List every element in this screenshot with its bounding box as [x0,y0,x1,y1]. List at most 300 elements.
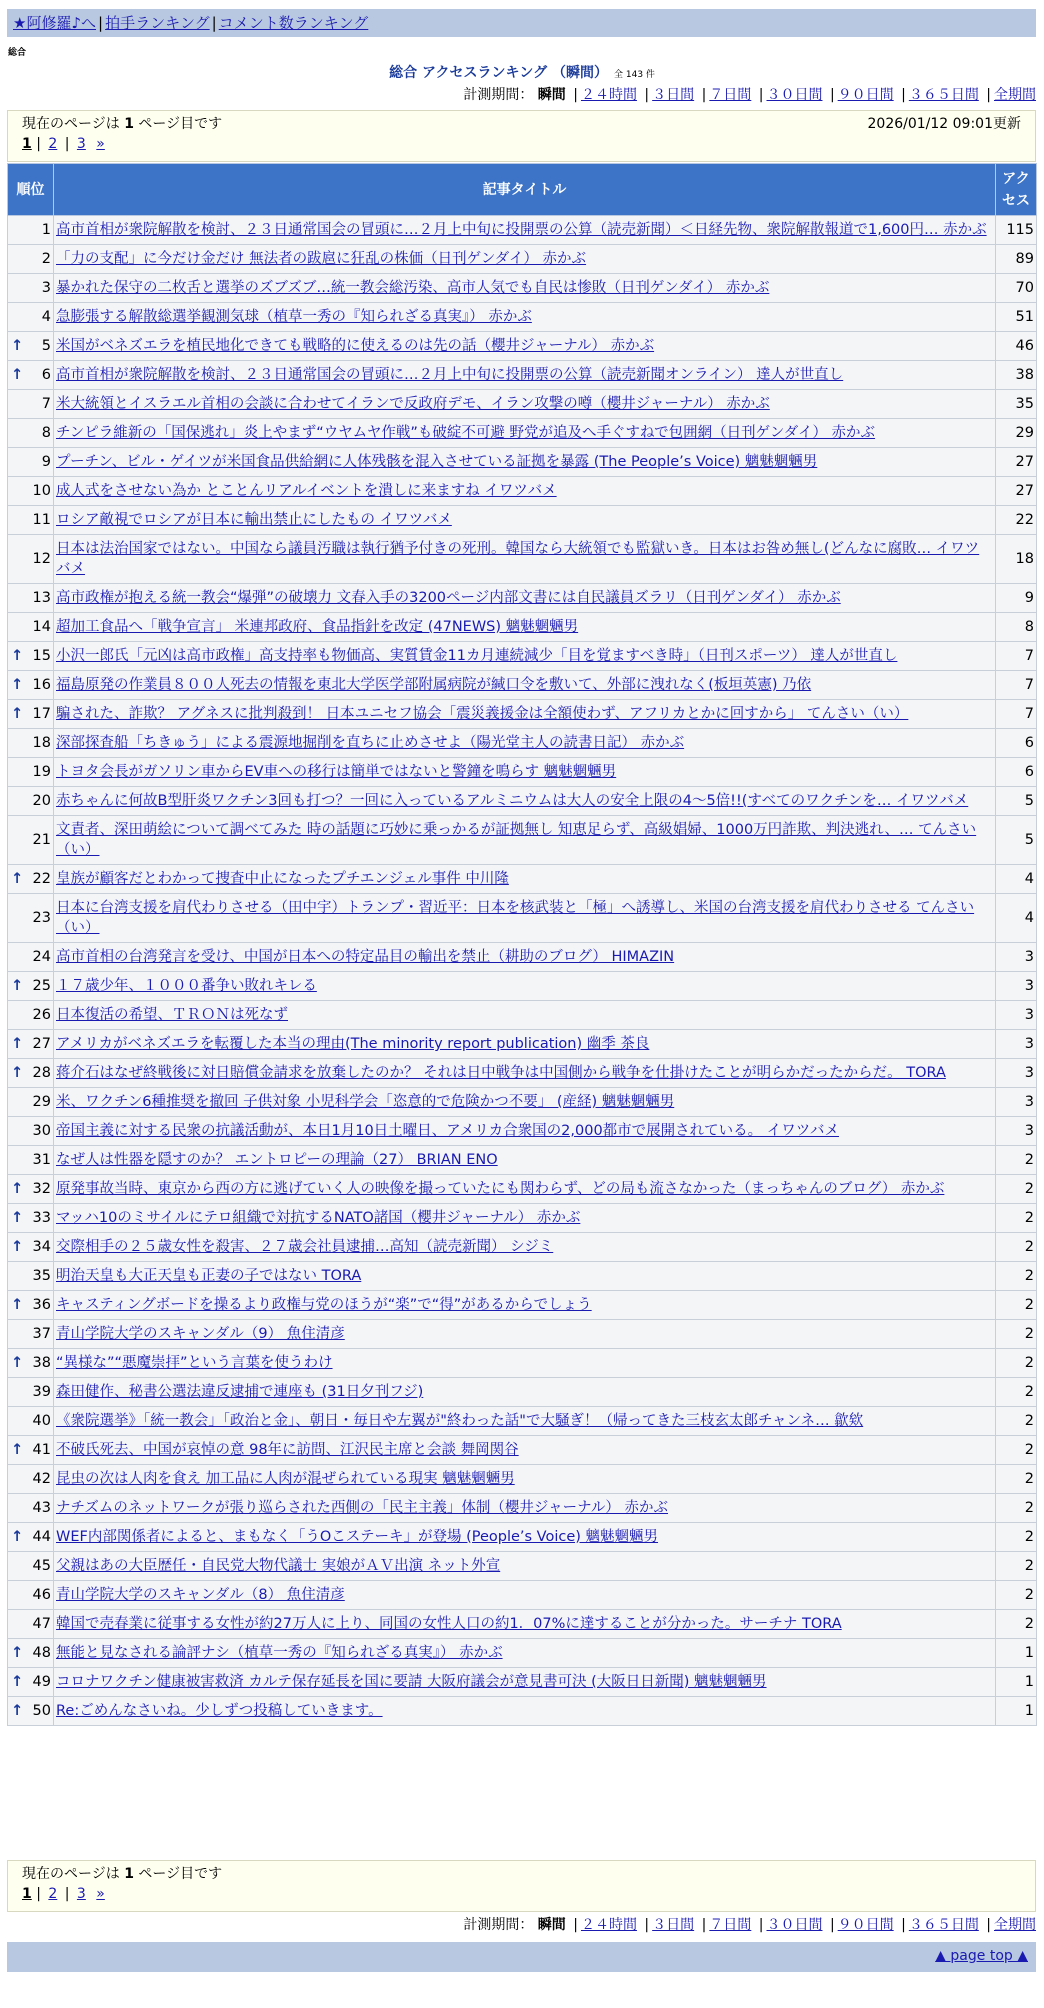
access-count: 2 [996,1175,1037,1204]
table-row [8,1494,1037,1523]
article-title-link[interactable]: 成人式をさせない為か とことんリアルイベントを潰しに来ますね イワツバメ [56,483,557,499]
table-row [8,1320,1037,1349]
rank-cell [8,1030,54,1059]
title-cell [54,865,996,894]
access-count: 22 [996,506,1037,535]
table-row [8,1581,1037,1610]
access-count: 46 [996,332,1037,361]
article-title-link[interactable]: 高市政権が抱える統一教会“爆弾”の破壊力 文春入手の3200ページ内部文書には自民議員ズラリ（日刊ゲンダイ） 赤かぶ [56,590,841,606]
table-row [8,972,1037,1001]
rank-cell [8,972,54,1001]
title-cell [54,1552,996,1581]
rank-cell [8,1059,54,1088]
title-cell [54,1378,996,1407]
ranking-title: 総合 アクセスランキング （瞬間） [389,65,608,81]
article-title-link[interactable]: 《衆院選挙》「統一教会」「政治と金」、朝日・毎日や左翼が"終わった話"で大騒ぎ！（帰ってきた三枝玄太郎チャンネ… 歙欸 [56,1413,864,1429]
access-count: 7 [996,642,1037,671]
access-count: 2 [996,1581,1037,1610]
rank-cell [8,1320,54,1349]
access-count: 1 [996,1639,1037,1668]
title-cell [54,1494,996,1523]
table-row [8,1117,1037,1146]
access-count: 18 [996,535,1037,584]
title-cell [54,1030,996,1059]
rank-number: 20 [32,793,51,809]
title-cell [54,816,996,865]
rank-number: 37 [32,1326,51,1342]
article-title-link[interactable]: 原発事故当時、東京から西の方に逃げていく人の映像を撮っていたにも関わらず、どの局も流さなかった（まっちゃんのブログ） 赤かぶ [56,1181,945,1197]
article-title-link[interactable]: 日本は法治国家ではない。中国なら議員汚職は執行猶予付きの死刑。韓国なら大統領でも監獄いき。日本はお咎め無し(どんなに腐敗… イワツバメ [56,541,980,577]
access-count: 70 [996,274,1037,303]
ranking-table [7,163,1037,1726]
access-count: 5 [996,787,1037,816]
access-count: 4 [996,894,1037,943]
title-cell [54,1639,996,1668]
rank-number: 25 [32,978,51,994]
title-cell [54,642,996,671]
table-row [8,1610,1037,1639]
access-count: 2 [996,1378,1037,1407]
article-title-link[interactable]: 交際相手の２５歳女性を殺害、２７歳会社員逮捕…高知（読売新聞） シジミ [56,1239,554,1255]
pagination-link-3[interactable]: 3 [76,1886,86,1902]
rank-cell [8,865,54,894]
rank-number: 36 [32,1297,51,1313]
period-current: 瞬間 [537,1917,566,1933]
table-row [8,1668,1037,1697]
rank-cell [8,390,54,419]
article-title-link[interactable]: 急膨張する解散総選挙観測気球（植草一秀の『知られざる真実』） 赤かぶ [56,309,532,325]
rank-number: 17 [32,706,51,722]
rank-cell [8,1233,54,1262]
table-row [8,729,1037,758]
rank-number: 26 [32,1007,51,1023]
title-cell [54,1668,996,1697]
period-label: 計測期間： [463,87,534,103]
header-rank: 順位 [8,164,54,216]
access-count: 35 [996,390,1037,419]
title-cell [54,1436,996,1465]
pagination-next[interactable]: » [96,1886,105,1902]
rank-number: 18 [32,735,51,751]
table-row [8,787,1037,816]
rank-number: 12 [32,551,51,567]
title-cell [54,1291,996,1320]
nav-link-clap-ranking[interactable]: 拍手ランキング [105,14,210,32]
title-cell [54,584,996,613]
period-link-24h[interactable]: ２４時間 [580,87,637,103]
title-cell [54,1697,996,1726]
up-arrow-icon: ↑ [11,706,24,722]
rank-cell [8,1668,54,1697]
pagination-next[interactable]: » [96,136,105,152]
title-cell [54,1581,996,1610]
table-row [8,419,1037,448]
table-row [8,303,1037,332]
up-arrow-icon: ↑ [11,871,24,887]
period-link-7d[interactable]: ７日間 [709,1917,752,1933]
access-count: 3 [996,1117,1037,1146]
rank-cell [8,274,54,303]
top-nav-bar [7,9,1036,37]
pagination-link-3[interactable]: 3 [76,136,86,152]
rank-number: 22 [32,871,51,887]
rank-cell [8,245,54,274]
article-title-link[interactable]: 韓国で売春業に従事する女性が約27万人に上り、同国の女性人口の約1．07%に達することが分かった。サーチナ TORA [56,1616,842,1632]
rank-cell [8,1378,54,1407]
pagination-bottom: 1 | 2 | 3 » [22,1886,105,1902]
ranking-title-area [0,64,1044,84]
article-title-link[interactable]: 帝国主義に対する民衆の抗議活動が、本日1月10日土曜日、アメリカ合衆国の2,000都市で展開されている。 イワツバメ [56,1123,839,1139]
period-selector-bottom: 計測期間： 瞬間 | ２４時間 | ３日間 | ７日間 | ３０日間 | ９０日間 | ３６５日間 | 全期間 [463,1917,1036,1933]
title-cell [54,1407,996,1436]
table-row [8,1204,1037,1233]
table-row [8,1552,1037,1581]
title-cell [54,1262,996,1291]
nav-link-comment-ranking[interactable]: コメント数ランキング [218,14,369,32]
title-cell [54,1523,996,1552]
table-row [8,1407,1037,1436]
table-row [8,894,1037,943]
title-cell [54,216,996,245]
up-arrow-icon: ↑ [11,1181,24,1197]
table-row [8,1233,1037,1262]
section-label: 総合 [8,48,27,58]
table-row [8,1262,1037,1291]
rank-number: 46 [32,1587,51,1603]
access-count: 38 [996,361,1037,390]
access-count: 3 [996,1088,1037,1117]
article-title-link[interactable]: 「力の支配」に今だけ金だけ 無法者の跋扈に狂乱の株価（日刊ゲンダイ） 赤かぶ [56,251,587,267]
rank-number: 30 [32,1123,51,1139]
table-row [8,1523,1037,1552]
period-link-30d[interactable]: ３０日間 [766,87,823,103]
up-arrow-icon: ↑ [11,338,24,354]
rank-number: 1 [41,222,51,238]
access-count: 7 [996,671,1037,700]
rank-cell [8,1349,54,1378]
title-cell [54,1088,996,1117]
title-cell [54,419,996,448]
table-row [8,535,1037,584]
table-row [8,506,1037,535]
article-title-link[interactable]: 日本に台湾支援を肩代わりさせる（田中宇）トランプ・習近平：日本を核武装と「極」へ誘導し、米国の台湾支援を肩代わりさせる てんさい（い） [56,900,975,936]
up-arrow-icon: ↑ [11,367,24,383]
access-count: 1 [996,1697,1037,1726]
access-count: 4 [996,865,1037,894]
article-title-link[interactable]: WEF内部関係者によると、まもなく「うOこステーキ」が登場 (People’s Voice) 魑魅魍魎男 [56,1529,659,1545]
table-row [8,1378,1037,1407]
access-count: 2 [996,1494,1037,1523]
access-count: 2 [996,1349,1037,1378]
up-arrow-icon: ↑ [11,1442,24,1458]
title-cell [54,477,996,506]
rank-cell [8,1610,54,1639]
period-link-90d[interactable]: ９０日間 [837,87,894,103]
table-row [8,943,1037,972]
access-count: 89 [996,245,1037,274]
table-row [8,448,1037,477]
rank-number: 40 [32,1413,51,1429]
rank-number: 42 [32,1471,51,1487]
period-label: 計測期間： [463,1917,534,1933]
article-title-link[interactable]: 文責者、深田萌絵について調べてみた 時の話題に巧妙に乗っかるが証拠無し 知恵足らず、高級娼婦、1000万円詐欺、判決逃れ、… てんさい（い） [56,822,977,858]
title-cell [54,535,996,584]
rank-cell [8,1552,54,1581]
rank-cell [8,1523,54,1552]
access-count: 27 [996,477,1037,506]
article-title-link[interactable]: マッハ10のミサイルにテロ組織で対抗するNATO諸国（櫻井ジャーナル） 赤かぶ [56,1210,581,1226]
table-row [8,671,1037,700]
up-arrow-icon: ↑ [11,1297,24,1313]
access-count: 2 [996,1320,1037,1349]
title-cell [54,1233,996,1262]
rank-cell [8,303,54,332]
article-title-link[interactable]: 高市首相が衆院解散を検討、２３日通常国会の冒頭に…２月上中旬に投開票の公算（読売新聞オンライン） 達人が世直し [56,367,844,383]
article-title-link[interactable]: 福島原発の作業員８００人死去の情報を東北大学医学部附属病院が緘口令を敷いて、外部に洩れなく(板垣英憲) 乃依 [56,677,812,693]
rank-cell [8,787,54,816]
access-count: 1 [996,1668,1037,1697]
title-cell [54,729,996,758]
article-title-link[interactable]: 米、ワクチン6種推奨を撤回 子供対象 小児科学会「恣意的で危険かつ不要」 (産経) 魑魅魍魎男 [56,1094,675,1110]
updated-timestamp: 2026/01/12 09:01更新 [867,116,1021,132]
title-cell [54,1001,996,1030]
rank-number: 5 [41,338,51,354]
article-title-link[interactable]: ナチズムのネットワークが張り巡らされた西側の「民主主義」体制（櫻井ジャーナル） 赤かぶ [56,1500,669,1516]
table-row [8,816,1037,865]
up-arrow-icon: ↑ [11,1529,24,1545]
table-row [8,477,1037,506]
period-link-7d[interactable]: ７日間 [709,87,752,103]
table-row [8,613,1037,642]
table-row [8,1436,1037,1465]
article-title-link[interactable]: 昆虫の次は人肉を食え 加工品に人肉が混ぜられている現実 魑魅魍魎男 [56,1471,515,1487]
article-title-link[interactable]: 青山学院大学のスキャンダル（8） 魚住清彦 [56,1587,345,1603]
footer-bar [7,1942,1036,1972]
access-count: 2 [996,1465,1037,1494]
title-cell [54,1059,996,1088]
rank-number: 38 [32,1355,51,1371]
article-title-link[interactable]: 米国がベネズエラを植民地化できても戦略的に使えるのは先の話（櫻井ジャーナル） 赤かぶ [56,338,655,354]
table-row [8,1146,1037,1175]
rank-number: 47 [32,1616,51,1632]
header-title: 記事タイトル [54,164,996,216]
article-title-link[interactable]: チンピラ維新の「国保逃れ」炎上やまず“ウヤムヤ作戦”も破綻不可避 野党が追及へ手ぐすねで包囲網（日刊ゲンダイ） 赤かぶ [56,425,876,441]
rank-number: 45 [32,1558,51,1574]
table-row [8,1349,1037,1378]
period-link-3d[interactable]: ３日間 [652,87,695,103]
table-row [8,1001,1037,1030]
rank-number: 29 [32,1094,51,1110]
access-count: 2 [996,1523,1037,1552]
table-row [8,390,1037,419]
period-link-all[interactable]: 全期間 [994,87,1036,103]
rank-cell [8,729,54,758]
rank-number: 50 [32,1703,51,1719]
access-count: 8 [996,613,1037,642]
rank-cell [8,477,54,506]
table-row [8,332,1037,361]
title-cell [54,245,996,274]
article-title-link[interactable]: 暴かれた保守の二枚舌と選挙のズブズブ…統一教会総汚染、高市人気でも自民は惨敗（日刊ゲンダイ） 赤かぶ [56,280,770,296]
period-link-all[interactable]: 全期間 [994,1917,1036,1933]
period-link-24h[interactable]: ２４時間 [580,1917,637,1933]
rank-number: 21 [32,832,51,848]
article-title-link[interactable]: 青山学院大学のスキャンダル（9） 魚住清彦 [56,1326,345,1342]
rank-cell [8,419,54,448]
article-title-link[interactable]: 皇族が顧客だとわかって捜査中止になったプチエンジェル事件 中川隆 [56,871,509,887]
article-title-link[interactable]: 超加工食品へ「戦争宣言」 米連邦政府、食品指針を改定 (47NEWS) 魑魅魍魎男 [56,619,579,635]
table-row [8,642,1037,671]
rank-number: 39 [32,1384,51,1400]
up-arrow-icon: ↑ [11,1645,24,1661]
rank-number: 4 [41,309,51,325]
title-cell [54,671,996,700]
table-row [8,700,1037,729]
rank-cell [8,1697,54,1726]
rank-cell [8,1639,54,1668]
rank-number: 41 [32,1442,51,1458]
period-link-90d[interactable]: ９０日間 [837,1917,894,1933]
nav-separator: | [211,14,217,32]
rank-cell [8,506,54,535]
rank-number: 14 [32,619,51,635]
article-title-link[interactable]: 明治天皇も大正天皇も正妻の子ではない TORA [56,1268,362,1284]
title-cell [54,1349,996,1378]
rank-cell [8,1581,54,1610]
table-row [8,1697,1037,1726]
rank-cell [8,1088,54,1117]
title-cell [54,1146,996,1175]
current-page-text-bottom: 現在のページは 1 ページ目です [22,1866,223,1882]
rank-cell [8,216,54,245]
pagination-current: 1 [22,136,32,152]
rank-cell [8,1291,54,1320]
rank-number: 28 [32,1065,51,1081]
article-title-link[interactable]: プーチン、ビル・ゲイツが米国食品供給網に人体残骸を混入させている証拠を暴露 (The People’s Voice) 魑魅魍魎男 [56,454,818,470]
article-title-link[interactable]: ロシア敵視でロシアが日本に輸出禁止にしたもの イワツバメ [56,512,452,528]
rank-number: 49 [32,1674,51,1690]
title-cell [54,1320,996,1349]
access-count: 6 [996,729,1037,758]
article-title-link[interactable]: 不破氏死去、中国が哀悼の意 98年に訪問、江沢民主席と会談 舞岡関谷 [56,1442,519,1458]
article-title-link[interactable]: 騙された、詐欺？ アグネスに批判殺到！ 日本ユニセフ協会「震災義援金は全額使わず、アフリカとかに回すから」 てんさい（い） [56,706,909,722]
period-link-30d[interactable]: ３０日間 [766,1917,823,1933]
title-cell [54,758,996,787]
title-cell [54,894,996,943]
access-count: 29 [996,419,1037,448]
article-title-link[interactable]: 米大統領とイスラエル首相の会談に合わせてイランで反政府デモ、イラン攻撃の噂（櫻井ジャーナル） 赤かぶ [56,396,770,412]
access-count: 2 [996,1407,1037,1436]
rank-cell [8,535,54,584]
page-info-box-bottom [7,1860,1036,1912]
period-link-3d[interactable]: ３日間 [652,1917,695,1933]
access-count: 3 [996,943,1037,972]
rank-cell [8,1204,54,1233]
article-title-link[interactable]: コロナワクチン健康被害救済 カルテ保存延長を国に要請 大阪府議会が意見書可決 (大阪日日新聞) 魑魅魍魎男 [56,1674,767,1690]
access-count: 51 [996,303,1037,332]
title-cell [54,972,996,1001]
title-cell [54,1610,996,1639]
rank-cell [8,448,54,477]
table-row [8,1291,1037,1320]
rank-cell [8,1465,54,1494]
title-cell [54,700,996,729]
title-cell [54,613,996,642]
header-count: アクセス [996,164,1037,216]
period-link-365d[interactable]: ３６５日間 [908,87,979,103]
article-title-link[interactable]: 高市首相の台湾発言を受け、中国が日本への特定品目の輸出を禁止（耕助のブログ） HIMAZIN [56,949,675,965]
rank-number: 3 [41,280,51,296]
rank-cell [8,1175,54,1204]
page-top-link[interactable]: ▲ page top ▲ [935,1948,1028,1964]
access-count: 2 [996,1291,1037,1320]
up-arrow-icon: ↑ [11,978,24,994]
period-selector-top: 計測期間： 瞬間 | ２４時間 | ３日間 | ７日間 | ３０日間 | ９０日間 | ３６５日間 | 全期間 [463,87,1036,103]
article-title-link[interactable]: １７歳少年、１０００番争い敗れキレる [56,978,317,994]
rank-number: 11 [32,512,51,528]
article-title-link[interactable]: “異様な”“悪魔崇拝”という言葉を使うわけ [56,1355,333,1371]
access-count: 3 [996,1059,1037,1088]
article-title-link[interactable]: キャスティングボードを操るより政権与党のほうが“楽”で“得”があるからでしょう [56,1297,592,1313]
access-count: 3 [996,1001,1037,1030]
title-cell [54,274,996,303]
article-title-link[interactable]: トヨタ会長がガソリン車からEV車への移行は簡単ではないと警鐘を鳴らす 魑魅魍魎男 [56,764,617,780]
article-title-link[interactable]: 小沢一郎氏「元凶は高市政権」高支持率も物価高、実質賃金11カ月連続減少「目を覚ますべき時」（日刊スポーツ） 達人が世直し [56,648,898,664]
rank-cell [8,894,54,943]
rank-cell [8,584,54,613]
pagination-link-2[interactable]: 2 [48,1886,58,1902]
article-title-link[interactable]: 無能と見なされる論評ナシ（植草一秀の『知られざる真実』） 赤かぶ [56,1645,503,1661]
title-cell [54,1465,996,1494]
pagination-link-2[interactable]: 2 [48,136,58,152]
rank-cell [8,1001,54,1030]
rank-cell [8,642,54,671]
up-arrow-icon: ↑ [11,648,24,664]
article-title-link[interactable]: 蒋介石はなぜ終戦後に対日賠償金請求を放棄したのか？ それは日中戦争は中国側から戦争を仕掛けたことが明らかだったからだ。 TORA [56,1065,946,1081]
rank-cell [8,1494,54,1523]
article-title-link[interactable]: 森田健作、秘書公選法違反逮捕で連座も (31日夕刊フジ) [56,1384,424,1400]
table-row [8,1639,1037,1668]
rank-number: 2 [41,251,51,267]
title-cell [54,943,996,972]
up-arrow-icon: ↑ [11,1036,24,1052]
pagination-top: 1 | 2 | 3 » [22,136,105,152]
period-current: 瞬間 [537,87,566,103]
article-title-link[interactable]: なぜ人は性器を隠すのか？ エントロピーの理論（27） BRIAN ENO [56,1152,498,1168]
rank-number: 31 [32,1152,51,1168]
access-count: 7 [996,700,1037,729]
up-arrow-icon: ↑ [11,1210,24,1226]
article-title-link[interactable]: 日本復活の希望、ＴＲＯＮは死なず [56,1007,288,1023]
total-count: 全 143 件 [614,70,655,80]
pagination-current: 1 [22,1886,32,1902]
rank-number: 33 [32,1210,51,1226]
title-cell [54,332,996,361]
article-title-link[interactable]: 父親はあの大臣歴任・自民党大物代議士 実娘がＡＶ出演 ネット外宣 [56,1558,501,1574]
article-title-link[interactable]: Re:ごめんなさいね。少しずつ投稿していきます。 [56,1703,383,1719]
article-title-link[interactable]: 高市首相が衆院解散を検討、２３日通常国会の冒頭に…２月上中旬に投開票の公算（読売新聞）＜日経先物、衆院解散報道で1,600円… 赤かぶ [56,222,987,238]
nav-link-asyura[interactable]: ★阿修羅♪へ [13,14,97,32]
table-row [8,1175,1037,1204]
article-title-link[interactable]: 深部探査船「ちきゅう」による震源地掘削を直ちに止めさせよ（陽光堂主人の読書日記） 赤かぶ [56,735,685,751]
page-info-box-top [7,110,1036,162]
current-page-text: 現在のページは 1 ページ目です [22,116,223,132]
title-cell [54,390,996,419]
period-link-365d[interactable]: ３６５日間 [908,1917,979,1933]
access-count: 2 [996,1233,1037,1262]
article-title-link[interactable]: アメリカがベネズエラを転覆した本当の理由(The minority report publication) 幽季 茶良 [56,1036,650,1052]
article-title-link[interactable]: 赤ちゃんに何故B型肝炎ワクチン3回も打つ？一回に入っているアルミニウムは大人の安全上限の4～5倍!!(すべてのワクチンを… イワツバメ [56,793,969,809]
